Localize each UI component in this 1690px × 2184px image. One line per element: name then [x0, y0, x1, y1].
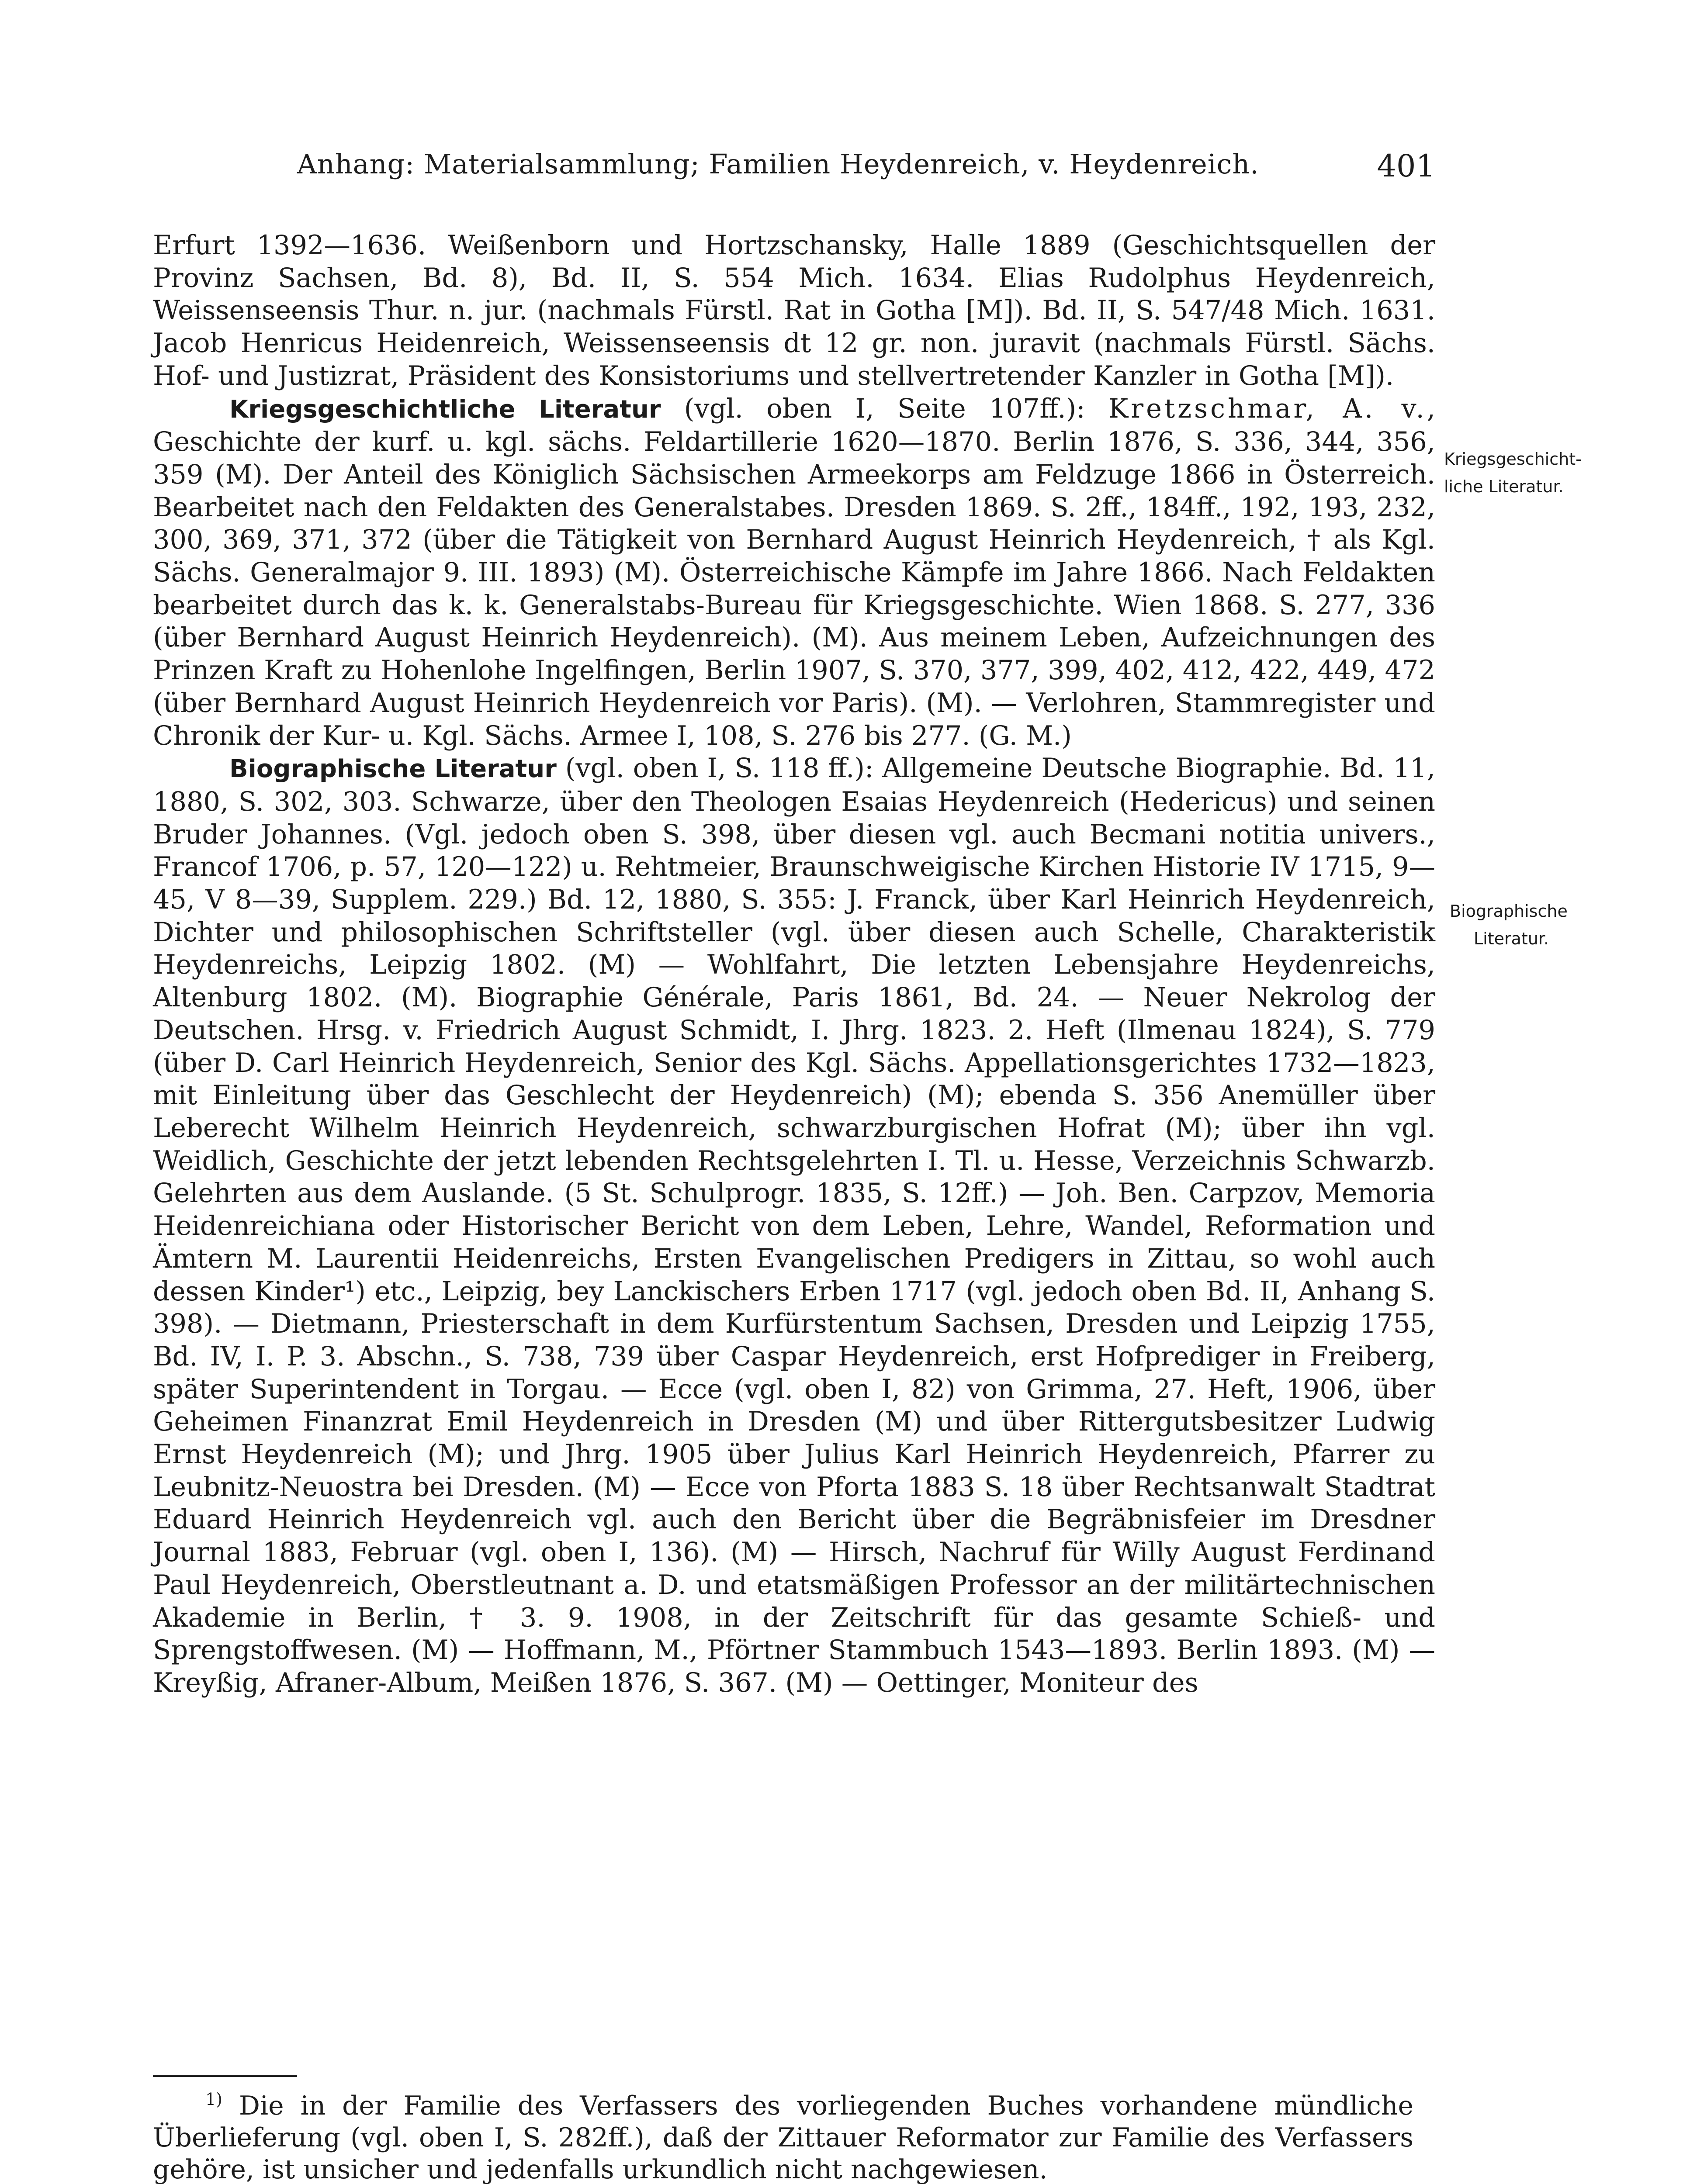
margin-note-biographische-literatur	[1450, 898, 1568, 953]
footnote-text: Die in der Familie des Verfassers des vorliegenden Buches vorhandene mündliche Überlieferung (vgl. oben I, S. 282ff.), daß der Zittauer Reformator zur Familie des Verfassers gehöre, ist unsicher und jedenfalls urkundlich nicht nachgewiesen.	[153, 2091, 1413, 2184]
section-heading-kriegsgeschichtliche-literatur: Kriegsgeschichtliche Literatur	[229, 395, 661, 424]
margin-note-line: liche Literatur.	[1444, 477, 1564, 496]
footnote-marker: 1)	[205, 2090, 223, 2109]
margin-note-line: Biographische	[1450, 902, 1568, 921]
main-text	[153, 229, 1435, 1700]
section-reference: (vgl. oben I, Seite 107ff.):	[661, 393, 1108, 424]
section-heading-biographische-literatur: Biographische Literatur	[229, 755, 557, 784]
paragraph-text: , Geschichte der kurf. u. kgl. sächs. Feldartillerie 1620—1870. Berlin 1876, S. 336, 344, 356, 359 (M). Der Anteil des Königlich Sächsischen Armeekorps am Feldzuge 1866 in Österreich. Bearbeitet nach den Feldakten des Generalstabes. Dresden 1869. S. 2ff., 184ff., 192, 193, 232, 300, 369, 371, 372 (über die Tätigkeit von Bernhard August Heinrich Heydenreich, † als Kgl. Sächs. Generalmajor 9. III. 1893) (M). Österreichische Kämpfe im Jahre 1866. Nach Feldakten bearbeitet durch das k. k. Generalstabs-Bureau für Kriegsgeschichte. Wien 1868. S. 277, 336 (über Bernhard August Heinrich Heydenreich). (M). Aus meinem Leben, Aufzeichnungen des Prinzen Kraft zu Hohenlohe Ingelfingen, Berlin 1907, S. 370, 377, 399, 402, 412, 422, 449, 472 (über Bernhard August Heinrich Heydenreich vor Paris). (M). — Verlohren, Stammregister und Chronik der Kur- u. Kgl. Sächs. Armee I, 108, S. 276 bis 277. (G. M.)	[153, 393, 1435, 751]
margin-note-kriegsgeschichtliche-literatur	[1444, 446, 1582, 501]
footnote	[153, 2084, 1413, 2184]
page-number: 401	[1377, 148, 1435, 184]
paragraph-erfurt: Erfurt 1392—1636. Weißenborn und Hortzschansky, Halle 1889 (Geschichtsquellen der Provinz Sachsen, Bd. 8), Bd. II, S. 554 Mich. 1634. Elias Rudolphus Heydenreich, Weissenseensis Thur. n. jur. (nachmals Fürstl. Rat in Gotha [M]). Bd. II, S. 547/48 Mich. 1631. Jacob Henricus Heidenreich, Weissenseensis dt 12 gr. non. juravit (nachmals Fürstl. Sächs. Hof- und Justizrat, Präsident des Konsistoriums und stellvertretender Kanzler in Gotha [M]).	[153, 230, 1435, 391]
paragraph-biographische-literatur	[153, 752, 1435, 1699]
paragraph-text: (vgl. oben I, S. 118 ff.): Allgemeine Deutsche Biographie. Bd. 11, 1880, S. 302, 303. Schwarze, über den Theologen Esaias Heydenreich (Hedericus) und seinen Bruder Johannes. (Vgl. jedoch oben S. 398, über diesen vgl. auch Becmani notitia univers., Francof 1706, p. 57, 120—122) u. Rehtmeier, Braunschweigische Kirchen Historie IV 1715, 9—45, V 8—39, Supplem. 229.) Bd. 12, 1880, S. 355: J. Franck, über Karl Heinrich Heydenreich, Dichter und philosophischen Schriftsteller (vgl. über diesen auch Schelle, Charakteristik Heydenreichs, Leipzig 1802. (M) — Wohlfahrt, Die letzten Lebensjahre Heydenreichs, Altenburg 1802. (M). Biographie Générale, Paris 1861, Bd. 24. — Neuer Nekrolog der Deutschen. Hrsg. v. Friedrich August Schmidt, I. Jhrg. 1823. 2. Heft (Ilmenau 1824), S. 779 (über D. Carl Heinrich Heydenreich, Senior des Kgl. Sächs. Appellationsgerichtes 1732—1823, mit Einleitung über das Geschlecht der Heydenreich) (M); ebenda S. 356 Anemüller über Leberecht Wilhelm Heinrich Heydenreich, schwarzburgischen Hofrat (M); über ihn vgl. Weidlich, Geschichte der jetzt lebenden Rechtsgelehrten I. Tl. u. Hesse, Verzeichnis Schwarzb. Gelehrten aus dem Auslande. (5 St. Schulprogr. 1835, S. 12ff.) — Joh. Ben. Carpzov, Memoria Heidenreichiana oder Historischer Bericht von dem Leben, Lehre, Wandel, Reformation und Ämtern M. Laurentii Heidenreichs, Ersten Evangelischen Predigers in Zittau, so wohl auch dessen Kinder¹) etc., Leipzig, bey Lanckischers Erben 1717 (vgl. jedoch oben Bd. II, Anhang S. 398). — Dietmann, Priesterschaft in dem Kurfürstentum Sachsen, Dresden und Leipzig 1755, Bd. IV, I. P. 3. Abschn., S. 738, 739 über Caspar Heydenreich, erst Hofprediger in Freiberg, später Superintendent in Torgau. — Ecce (vgl. oben I, 82) von Grimma, 27. Heft, 1906, über Geheimen Finanzrat Emil Heydenreich in Dresden (M) und über Rittergutsbesitzer Ludwig Ernst Heydenreich (M); und Jhrg. 1905 über Julius Karl Heinrich Heydenreich, Pfarrer zu Leubnitz-Neuostra bei Dresden. (M) — Ecce von Pforta 1883 S. 18 über Rechtsanwalt Stadtrat Eduard Heinrich Heydenreich vgl. auch den Bericht über die Begräbnisfeier im Dresdner Journal 1883, Februar (vgl. oben I, 136). (M) — Hirsch, Nachruf für Willy August Ferdinand Paul Heydenreich, Oberstleutnant a. D. und etatsmäßigen Professor an der militärtechnischen Akademie in Berlin, † 3. 9. 1908, in der Zeitschrift für das gesamte Schieß- und Sprengstoffwesen. (M) — Hoffmann, M., Pförtner Stammbuch 1543—1893. Berlin 1893. (M) — Kreyßig, Afraner-Album, Meißen 1876, S. 367. (M) — Oettinger, Moniteur des	[153, 753, 1436, 1698]
footnote-divider	[153, 2075, 297, 2077]
margin-note-line: Literatur.	[1474, 929, 1549, 948]
author-kretzschmar: Kretzschmar, A. v.	[1108, 393, 1427, 424]
margin-note-line: Kriegsgeschicht-	[1444, 449, 1582, 469]
running-title: Anhang: Materialsammlung; Familien Heydenreich, v. Heydenreich.	[297, 148, 1259, 180]
paragraph-kriegsgeschichtliche-literatur	[153, 393, 1435, 753]
